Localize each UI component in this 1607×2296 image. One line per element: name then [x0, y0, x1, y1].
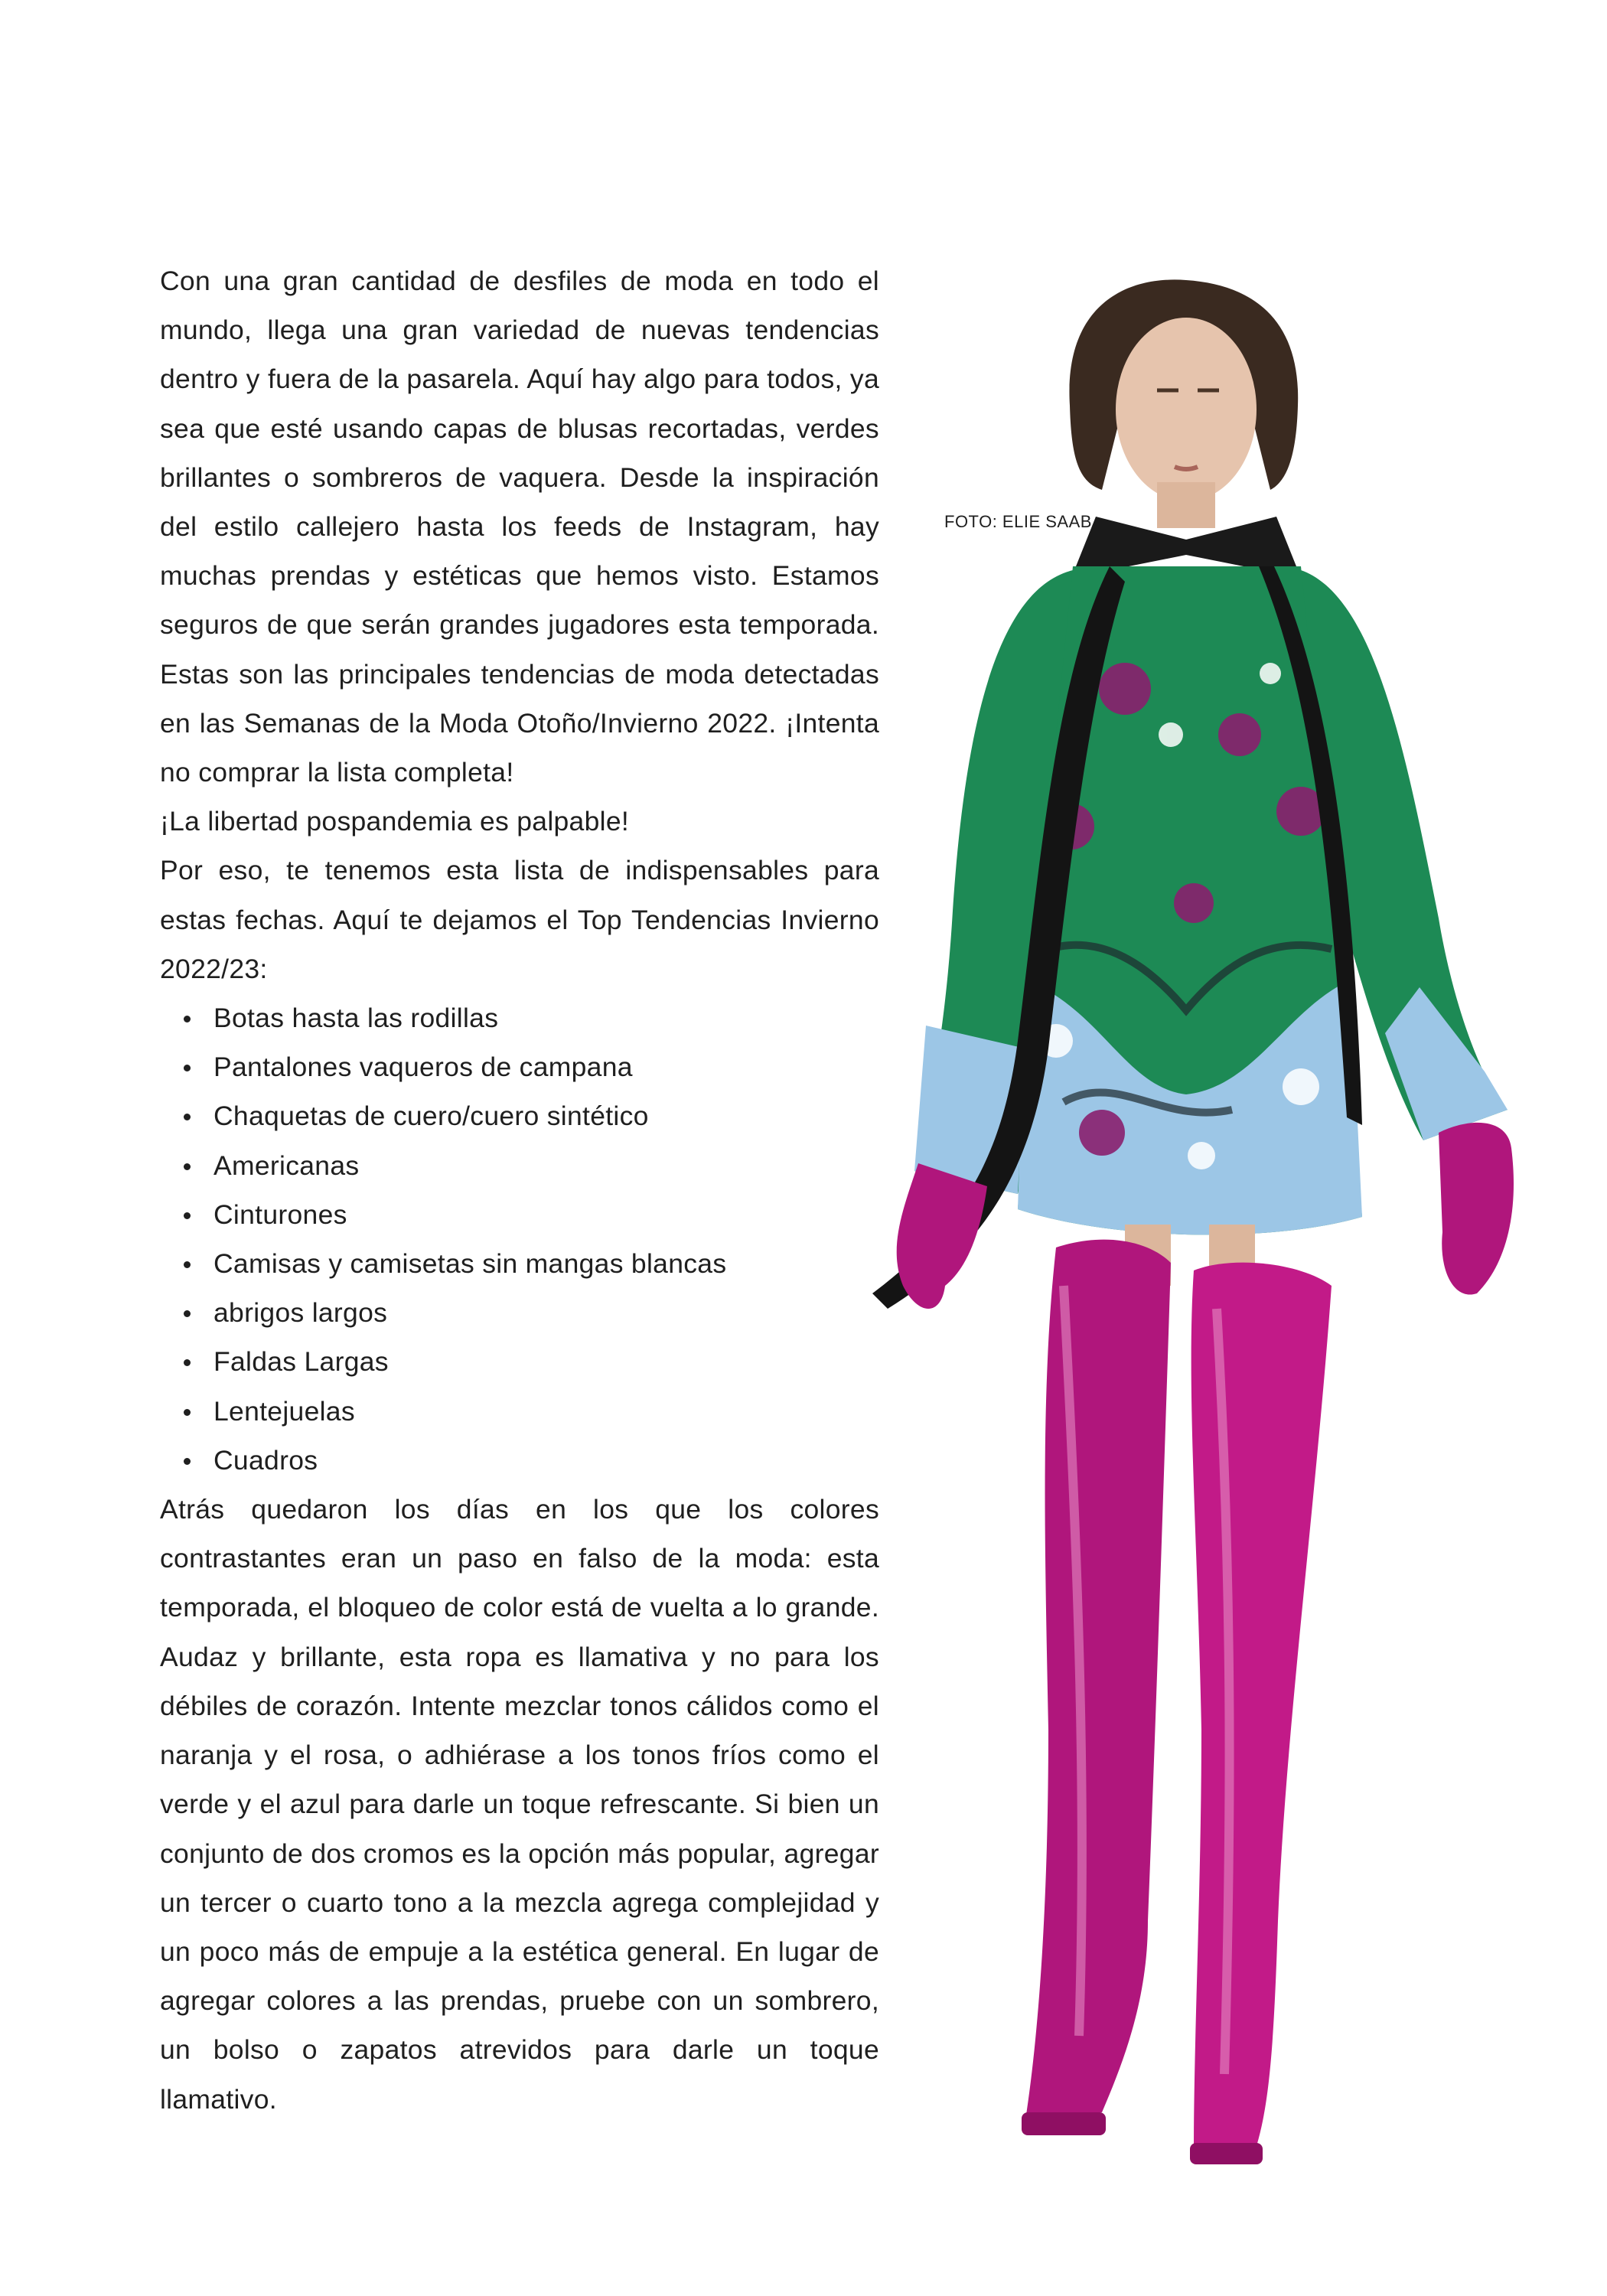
- face: [1116, 318, 1257, 501]
- left-glove: [897, 1163, 987, 1309]
- color-block-paragraph: Atrás quedaron los días en los que los colores contrastantes eran un paso en falso de la moda: esta temporada, el bloqueo de color está de vuelta a lo grande. Audaz y brillante, esta ropa es llamativa y no para los débiles de corazón. Intente mezclar tonos cálidos como el naranja y el rosa, o adhiérase a los tonos fríos como el verde y el azul para darle un toque refrescante. Si bien un conjunto de dos cromos es la opción más popular, agregar un tercer o cuarto tono a la mezcla agrega complejidad y un poco más de empuje a la estética general. En lugar de agregar colores a las prendas, pruebe con un sombrero, un bolso o zapatos atrevidos para darle un toque llamativo.: [160, 1494, 879, 2115]
- list-item: Chaquetas de cuero/cuero sintético: [214, 1091, 879, 1140]
- list-item: Cinturones: [214, 1190, 879, 1239]
- intro-paragraph: Con una gran cantidad de desfiles de moda en todo el mundo, llega una gran variedad de nuevas tendencias dentro y fuera de la pasarela. Aquí hay algo para todos, ya sea que esté usando capas de blusas recortadas, verdes brillantes o sombreros de vaquera. Desde la inspiración del estilo callejero hasta los feeds de Instagram, hay muchas prendas y estéticas que hemos visto. Estamos seguros de que serán grandes jugadores esta temporada. Estas son las principales tendencias de moda detectadas en las Semanas de la Moda Otoño/Invierno 2022. ¡Intenta no comprar la lista completa!: [160, 266, 879, 788]
- right-glove: [1439, 1123, 1514, 1295]
- list-item: Botas hasta las rodillas: [214, 993, 879, 1042]
- right-boot: [1191, 1263, 1332, 2151]
- photo-credit: FOTO: ELIE SAAB: [944, 512, 1092, 531]
- left-boot: [1025, 1240, 1171, 2120]
- list-item: Faldas Largas: [214, 1337, 879, 1386]
- list-item: Cuadros: [214, 1436, 879, 1485]
- list-item: Pantalones vaqueros de campana: [214, 1042, 879, 1091]
- article-body: [160, 256, 879, 2124]
- subheading-line: ¡La libertad pospandemia es palpable!: [160, 806, 630, 837]
- list-item: Camisas y camisetas sin mangas blancas: [214, 1239, 879, 1288]
- list-item: abrigos largos: [214, 1288, 879, 1337]
- list-item: Lentejuelas: [214, 1387, 879, 1436]
- list-item: Americanas: [214, 1141, 879, 1190]
- list-intro-paragraph: Por eso, te tenemos esta lista de indispensables para estas fechas. Aquí te dejamos el Top Tendencias Invierno 2022/23:: [160, 855, 879, 984]
- trends-list: [160, 993, 879, 1485]
- runway-model-photo: [872, 276, 1530, 2166]
